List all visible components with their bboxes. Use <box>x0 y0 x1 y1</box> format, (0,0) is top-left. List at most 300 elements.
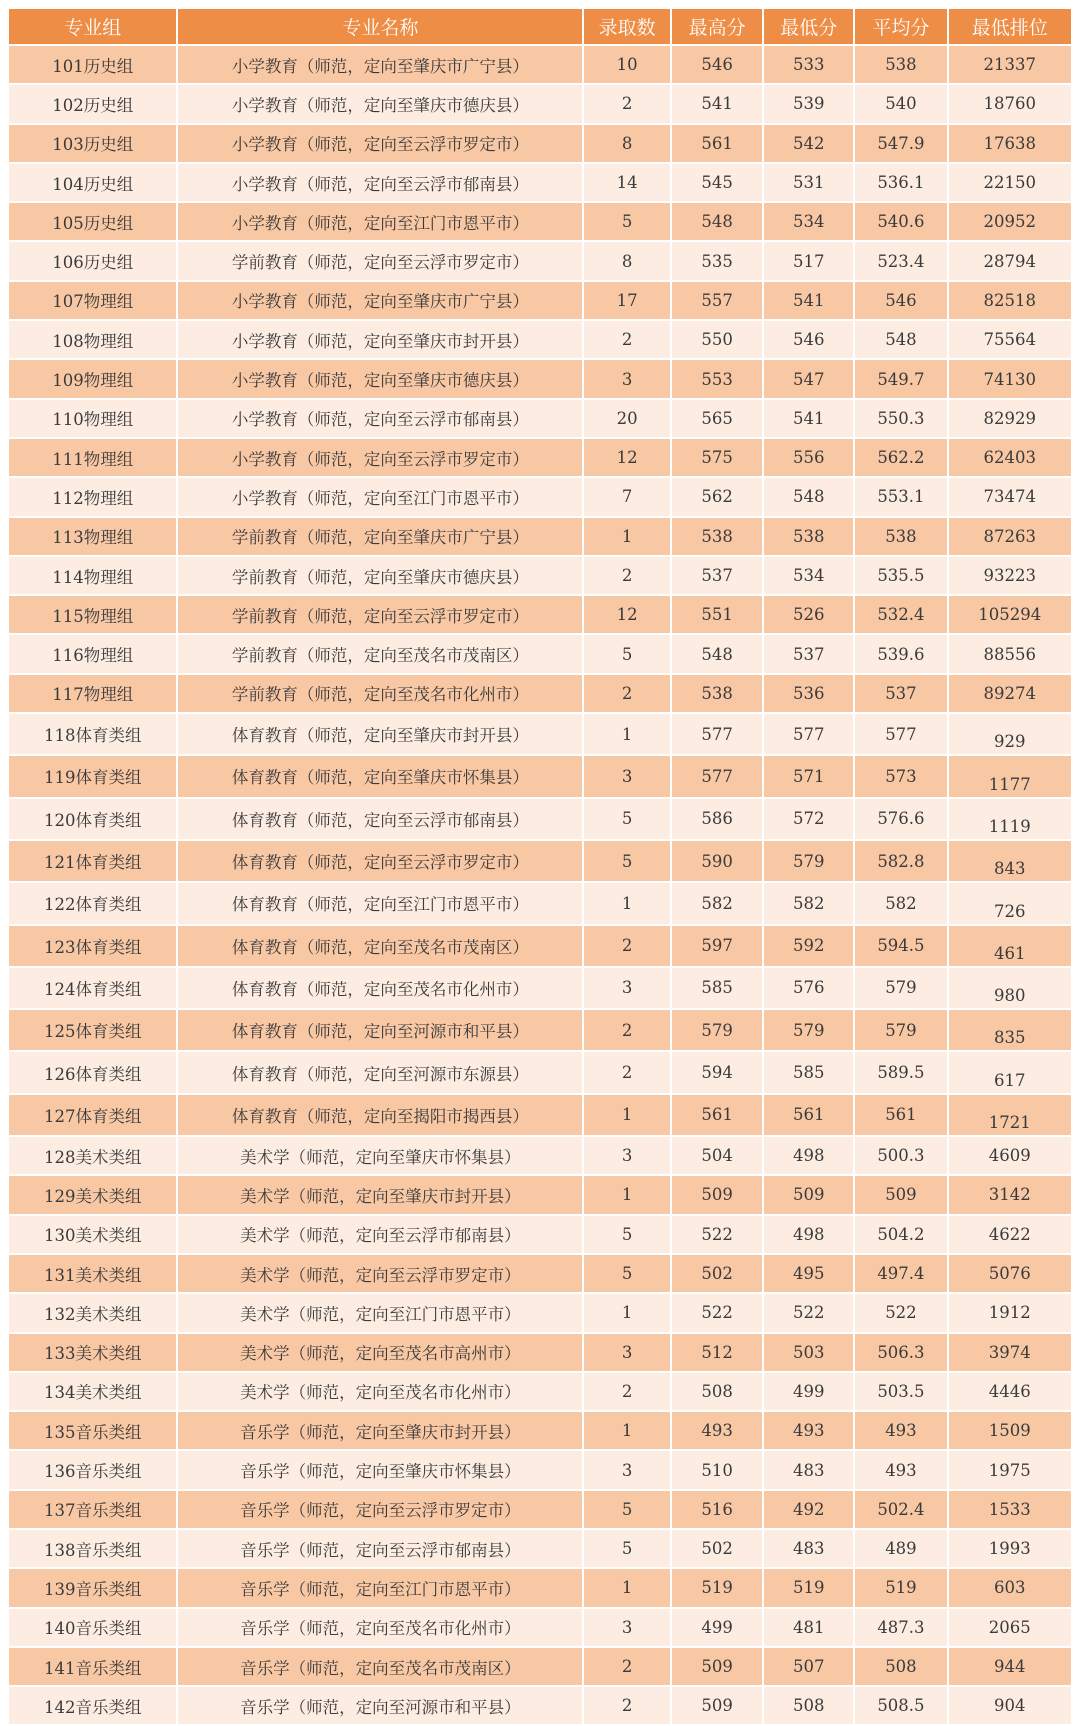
header-admitted: 录取数 <box>584 9 670 44</box>
cell-max-score: 557 <box>672 282 762 319</box>
table-row <box>9 321 1071 358</box>
cell-max-score: 548 <box>672 635 762 672</box>
cell-min-rank: 20952 <box>949 203 1071 240</box>
cell-avg-score: 582.8 <box>855 841 946 881</box>
cell-admitted: 3 <box>584 968 670 1008</box>
cell-admitted: 12 <box>584 439 670 476</box>
cell-min-rank: 21337 <box>949 46 1071 83</box>
cell-major: 音乐学（师范，定向至云浮市郁南县） <box>178 1530 582 1567</box>
cell-major: 美术学（师范，定向至肇庆市怀集县） <box>178 1137 582 1174</box>
cell-min-rank: 82929 <box>949 400 1071 437</box>
cell-group: 125体育类组 <box>9 1010 176 1050</box>
cell-avg-score: 539.6 <box>855 635 946 672</box>
table-row <box>9 1052 1071 1092</box>
cell-admitted: 5 <box>584 1491 670 1528</box>
cell-min-score: 534 <box>764 203 853 240</box>
table-row <box>9 1010 1071 1050</box>
cell-max-score: 577 <box>672 756 762 796</box>
cell-min-rank: 89274 <box>949 675 1071 712</box>
cell-group: 107物理组 <box>9 282 176 319</box>
cell-group: 123体育类组 <box>9 926 176 966</box>
cell-min-score: 522 <box>764 1294 853 1331</box>
cell-min-rank: 73474 <box>949 478 1071 515</box>
cell-major: 学前教育（师范，定向至茂名市化州市） <box>178 675 582 712</box>
cell-min-rank: 4446 <box>949 1373 1071 1410</box>
cell-min-rank: 1912 <box>949 1294 1071 1331</box>
cell-min-score: 585 <box>764 1052 853 1092</box>
cell-major: 美术学（师范，定向至云浮市罗定市） <box>178 1255 582 1292</box>
table-row <box>9 1451 1071 1488</box>
cell-avg-score: 577 <box>855 714 946 754</box>
cell-admitted: 5 <box>584 635 670 672</box>
cell-major: 体育教育（师范，定向至揭阳市揭西县） <box>178 1095 582 1135</box>
cell-max-score: 577 <box>672 714 762 754</box>
cell-min-score: 561 <box>764 1095 853 1135</box>
cell-avg-score: 579 <box>855 968 946 1008</box>
cell-group: 109物理组 <box>9 360 176 397</box>
table-row <box>9 1569 1071 1606</box>
table-row <box>9 1216 1071 1253</box>
table-row <box>9 1176 1071 1213</box>
cell-admitted: 2 <box>584 1648 670 1685</box>
cell-admitted: 2 <box>584 1687 670 1724</box>
cell-min-rank: 62403 <box>949 439 1071 476</box>
cell-avg-score: 493 <box>855 1451 946 1488</box>
cell-min-rank: 22150 <box>949 164 1071 201</box>
cell-group: 105历史组 <box>9 203 176 240</box>
cell-max-score: 509 <box>672 1687 762 1724</box>
cell-avg-score: 532.4 <box>855 596 946 633</box>
cell-group: 128美术类组 <box>9 1137 176 1174</box>
cell-avg-score: 594.5 <box>855 926 946 966</box>
table-row <box>9 518 1071 555</box>
cell-avg-score: 579 <box>855 1010 946 1050</box>
cell-avg-score: 535.5 <box>855 557 946 594</box>
cell-min-rank: 1119 <box>949 799 1071 839</box>
cell-min-score: 534 <box>764 557 853 594</box>
cell-major: 小学教育（师范，定向至云浮市罗定市） <box>178 125 582 162</box>
cell-min-rank: 82518 <box>949 282 1071 319</box>
table-row <box>9 164 1071 201</box>
cell-admitted: 3 <box>584 1451 670 1488</box>
cell-min-rank: 1177 <box>949 756 1071 796</box>
cell-major: 小学教育（师范，定向至肇庆市广宁县） <box>178 46 582 83</box>
cell-max-score: 562 <box>672 478 762 515</box>
cell-min-rank: 843 <box>949 841 1071 881</box>
cell-major: 美术学（师范，定向至江门市恩平市） <box>178 1294 582 1331</box>
cell-min-score: 577 <box>764 714 853 754</box>
cell-avg-score: 537 <box>855 675 946 712</box>
cell-max-score: 545 <box>672 164 762 201</box>
cell-group: 118体育类组 <box>9 714 176 754</box>
header-min-rank: 最低排位 <box>949 9 1071 44</box>
cell-avg-score: 503.5 <box>855 1373 946 1410</box>
cell-min-rank: 1993 <box>949 1530 1071 1567</box>
cell-max-score: 561 <box>672 125 762 162</box>
cell-group: 142音乐类组 <box>9 1687 176 1724</box>
table-row <box>9 400 1071 437</box>
cell-major: 小学教育（师范，定向至江门市恩平市） <box>178 203 582 240</box>
cell-avg-score: 548 <box>855 321 946 358</box>
cell-max-score: 585 <box>672 968 762 1008</box>
table-row <box>9 439 1071 476</box>
cell-major: 学前教育（师范，定向至茂名市茂南区） <box>178 635 582 672</box>
cell-major: 学前教育（师范，定向至云浮市罗定市） <box>178 242 582 279</box>
table-row <box>9 46 1071 83</box>
cell-avg-score: 538 <box>855 518 946 555</box>
cell-avg-score: 550.3 <box>855 400 946 437</box>
table-row <box>9 1255 1071 1292</box>
cell-major: 体育教育（师范，定向至茂名市茂南区） <box>178 926 582 966</box>
cell-major: 学前教育（师范，定向至肇庆市德庆县） <box>178 557 582 594</box>
cell-major: 小学教育（师范，定向至肇庆市德庆县） <box>178 85 582 122</box>
cell-max-score: 579 <box>672 1010 762 1050</box>
cell-group: 139音乐类组 <box>9 1569 176 1606</box>
table-row <box>9 1609 1071 1646</box>
cell-major: 体育教育（师范，定向至云浮市郁南县） <box>178 799 582 839</box>
cell-avg-score: 493 <box>855 1412 946 1449</box>
cell-min-score: 542 <box>764 125 853 162</box>
cell-max-score: 594 <box>672 1052 762 1092</box>
cell-avg-score: 540.6 <box>855 203 946 240</box>
cell-admitted: 2 <box>584 675 670 712</box>
header-min-score: 最低分 <box>764 9 853 44</box>
cell-min-score: 481 <box>764 1609 853 1646</box>
cell-avg-score: 553.1 <box>855 478 946 515</box>
cell-max-score: 504 <box>672 1137 762 1174</box>
cell-min-score: 526 <box>764 596 853 633</box>
cell-admitted: 5 <box>584 203 670 240</box>
cell-avg-score: 489 <box>855 1530 946 1567</box>
cell-min-score: 508 <box>764 1687 853 1724</box>
cell-max-score: 586 <box>672 799 762 839</box>
cell-admitted: 20 <box>584 400 670 437</box>
cell-min-rank: 835 <box>949 1010 1071 1050</box>
cell-min-score: 495 <box>764 1255 853 1292</box>
cell-avg-score: 561 <box>855 1095 946 1135</box>
cell-major: 体育教育（师范，定向至肇庆市封开县） <box>178 714 582 754</box>
cell-max-score: 535 <box>672 242 762 279</box>
cell-min-rank: 87263 <box>949 518 1071 555</box>
cell-admitted: 3 <box>584 1137 670 1174</box>
table-row <box>9 714 1071 754</box>
cell-avg-score: 540 <box>855 85 946 122</box>
cell-admitted: 1 <box>584 1412 670 1449</box>
header-major: 专业名称 <box>178 9 582 44</box>
cell-avg-score: 582 <box>855 883 946 923</box>
cell-group: 134美术类组 <box>9 1373 176 1410</box>
table-row <box>9 85 1071 122</box>
cell-group: 104历史组 <box>9 164 176 201</box>
cell-max-score: 561 <box>672 1095 762 1135</box>
cell-major: 体育教育（师范，定向至肇庆市怀集县） <box>178 756 582 796</box>
cell-min-score: 592 <box>764 926 853 966</box>
cell-min-rank: 3974 <box>949 1334 1071 1371</box>
cell-avg-score: 538 <box>855 46 946 83</box>
cell-max-score: 575 <box>672 439 762 476</box>
cell-min-rank: 3142 <box>949 1176 1071 1213</box>
cell-avg-score: 506.3 <box>855 1334 946 1371</box>
cell-max-score: 522 <box>672 1294 762 1331</box>
cell-max-score: 546 <box>672 46 762 83</box>
cell-group: 115物理组 <box>9 596 176 633</box>
cell-min-score: 538 <box>764 518 853 555</box>
cell-max-score: 565 <box>672 400 762 437</box>
cell-avg-score: 522 <box>855 1294 946 1331</box>
cell-major: 音乐学（师范，定向至河源市和平县） <box>178 1687 582 1724</box>
cell-admitted: 5 <box>584 1530 670 1567</box>
cell-group: 141音乐类组 <box>9 1648 176 1685</box>
table-row <box>9 1294 1071 1331</box>
cell-admitted: 8 <box>584 125 670 162</box>
cell-min-score: 579 <box>764 841 853 881</box>
cell-max-score: 519 <box>672 1569 762 1606</box>
cell-group: 113物理组 <box>9 518 176 555</box>
cell-max-score: 548 <box>672 203 762 240</box>
cell-avg-score: 536.1 <box>855 164 946 201</box>
cell-min-score: 547 <box>764 360 853 397</box>
cell-group: 137音乐类组 <box>9 1491 176 1528</box>
cell-min-rank: 980 <box>949 968 1071 1008</box>
cell-admitted: 8 <box>584 242 670 279</box>
cell-major: 小学教育（师范，定向至肇庆市德庆县） <box>178 360 582 397</box>
cell-min-score: 509 <box>764 1176 853 1213</box>
cell-major: 美术学（师范，定向至肇庆市封开县） <box>178 1176 582 1213</box>
cell-admitted: 7 <box>584 478 670 515</box>
cell-admitted: 1 <box>584 883 670 923</box>
cell-group: 129美术类组 <box>9 1176 176 1213</box>
cell-avg-score: 562.2 <box>855 439 946 476</box>
cell-min-rank: 18760 <box>949 85 1071 122</box>
table-row <box>9 1095 1071 1135</box>
cell-min-score: 579 <box>764 1010 853 1050</box>
cell-min-score: 541 <box>764 400 853 437</box>
cell-max-score: 522 <box>672 1216 762 1253</box>
cell-max-score: 502 <box>672 1255 762 1292</box>
cell-min-rank: 1533 <box>949 1491 1071 1528</box>
cell-group: 136音乐类组 <box>9 1451 176 1488</box>
cell-min-score: 576 <box>764 968 853 1008</box>
table-header-row <box>9 9 1071 44</box>
cell-group: 127体育类组 <box>9 1095 176 1135</box>
cell-avg-score: 589.5 <box>855 1052 946 1092</box>
cell-major: 音乐学（师范，定向至肇庆市封开县） <box>178 1412 582 1449</box>
cell-min-rank: 75564 <box>949 321 1071 358</box>
table-row <box>9 203 1071 240</box>
cell-major: 音乐学（师范，定向至肇庆市怀集县） <box>178 1451 582 1488</box>
cell-avg-score: 500.3 <box>855 1137 946 1174</box>
cell-max-score: 590 <box>672 841 762 881</box>
cell-admitted: 1 <box>584 1176 670 1213</box>
table-row <box>9 675 1071 712</box>
cell-group: 110物理组 <box>9 400 176 437</box>
cell-admitted: 3 <box>584 1609 670 1646</box>
cell-admitted: 17 <box>584 282 670 319</box>
table-row <box>9 756 1071 796</box>
cell-admitted: 10 <box>584 46 670 83</box>
cell-min-rank: 461 <box>949 926 1071 966</box>
cell-major: 体育教育（师范，定向至河源市东源县） <box>178 1052 582 1092</box>
cell-group: 132美术类组 <box>9 1294 176 1331</box>
admission-table-container <box>9 9 1071 1726</box>
cell-group: 124体育类组 <box>9 968 176 1008</box>
cell-major: 小学教育（师范，定向至肇庆市广宁县） <box>178 282 582 319</box>
table-row <box>9 883 1071 923</box>
cell-min-rank: 4609 <box>949 1137 1071 1174</box>
cell-admitted: 1 <box>584 1569 670 1606</box>
cell-avg-score: 502.4 <box>855 1491 946 1528</box>
cell-min-score: 499 <box>764 1373 853 1410</box>
cell-max-score: 582 <box>672 883 762 923</box>
cell-admitted: 5 <box>584 1255 670 1292</box>
cell-group: 103历史组 <box>9 125 176 162</box>
cell-group: 111物理组 <box>9 439 176 476</box>
cell-min-score: 556 <box>764 439 853 476</box>
cell-max-score: 509 <box>672 1176 762 1213</box>
cell-avg-score: 508 <box>855 1648 946 1685</box>
cell-min-score: 571 <box>764 756 853 796</box>
cell-max-score: 597 <box>672 926 762 966</box>
table-row <box>9 1334 1071 1371</box>
table-row <box>9 926 1071 966</box>
table-row <box>9 635 1071 672</box>
cell-min-rank: 93223 <box>949 557 1071 594</box>
cell-admitted: 3 <box>584 756 670 796</box>
cell-min-score: 498 <box>764 1216 853 1253</box>
table-row <box>9 557 1071 594</box>
cell-admitted: 5 <box>584 799 670 839</box>
cell-major: 体育教育（师范，定向至云浮市罗定市） <box>178 841 582 881</box>
cell-admitted: 2 <box>584 1373 670 1410</box>
cell-major: 小学教育（师范，定向至云浮市郁南县） <box>178 400 582 437</box>
cell-min-score: 492 <box>764 1491 853 1528</box>
cell-min-rank: 1721 <box>949 1095 1071 1135</box>
cell-group: 133美术类组 <box>9 1334 176 1371</box>
cell-group: 131美术类组 <box>9 1255 176 1292</box>
cell-group: 126体育类组 <box>9 1052 176 1092</box>
cell-min-score: 533 <box>764 46 853 83</box>
cell-admitted: 1 <box>584 1095 670 1135</box>
cell-min-rank: 944 <box>949 1648 1071 1685</box>
table-row <box>9 799 1071 839</box>
cell-group: 116物理组 <box>9 635 176 672</box>
cell-min-score: 507 <box>764 1648 853 1685</box>
cell-min-rank: 28794 <box>949 242 1071 279</box>
cell-max-score: 553 <box>672 360 762 397</box>
cell-avg-score: 519 <box>855 1569 946 1606</box>
cell-max-score: 510 <box>672 1451 762 1488</box>
cell-max-score: 512 <box>672 1334 762 1371</box>
cell-group: 130美术类组 <box>9 1216 176 1253</box>
table-row <box>9 1373 1071 1410</box>
table-row <box>9 242 1071 279</box>
cell-avg-score: 573 <box>855 756 946 796</box>
cell-admitted: 12 <box>584 596 670 633</box>
table-body <box>9 46 1071 1724</box>
header-group: 专业组 <box>9 9 176 44</box>
cell-max-score: 537 <box>672 557 762 594</box>
cell-admitted: 1 <box>584 518 670 555</box>
table-row <box>9 1530 1071 1567</box>
cell-min-rank: 2065 <box>949 1609 1071 1646</box>
cell-avg-score: 487.3 <box>855 1609 946 1646</box>
cell-group: 121体育类组 <box>9 841 176 881</box>
cell-admitted: 2 <box>584 1010 670 1050</box>
cell-min-rank: 603 <box>949 1569 1071 1606</box>
cell-major: 学前教育（师范，定向至肇庆市广宁县） <box>178 518 582 555</box>
cell-avg-score: 576.6 <box>855 799 946 839</box>
cell-group: 106历史组 <box>9 242 176 279</box>
cell-max-score: 516 <box>672 1491 762 1528</box>
cell-min-rank: 1975 <box>949 1451 1071 1488</box>
cell-max-score: 499 <box>672 1609 762 1646</box>
cell-group: 119体育类组 <box>9 756 176 796</box>
cell-min-score: 546 <box>764 321 853 358</box>
cell-min-rank: 88556 <box>949 635 1071 672</box>
cell-group: 120体育类组 <box>9 799 176 839</box>
cell-max-score: 538 <box>672 518 762 555</box>
cell-min-rank: 105294 <box>949 596 1071 633</box>
cell-min-score: 483 <box>764 1451 853 1488</box>
cell-major: 美术学（师范，定向至茂名市高州市） <box>178 1334 582 1371</box>
cell-avg-score: 547.9 <box>855 125 946 162</box>
cell-avg-score: 523.4 <box>855 242 946 279</box>
cell-max-score: 493 <box>672 1412 762 1449</box>
table-row <box>9 1491 1071 1528</box>
cell-group: 138音乐类组 <box>9 1530 176 1567</box>
cell-min-rank: 929 <box>949 714 1071 754</box>
cell-min-score: 498 <box>764 1137 853 1174</box>
cell-group: 108物理组 <box>9 321 176 358</box>
cell-min-score: 503 <box>764 1334 853 1371</box>
cell-major: 小学教育（师范，定向至云浮市罗定市） <box>178 439 582 476</box>
cell-min-score: 519 <box>764 1569 853 1606</box>
cell-group: 135音乐类组 <box>9 1412 176 1449</box>
cell-min-score: 541 <box>764 282 853 319</box>
cell-major: 音乐学（师范，定向至云浮市罗定市） <box>178 1491 582 1528</box>
cell-max-score: 509 <box>672 1648 762 1685</box>
cell-major: 学前教育（师范，定向至云浮市罗定市） <box>178 596 582 633</box>
cell-min-score: 536 <box>764 675 853 712</box>
table-row <box>9 282 1071 319</box>
table-row <box>9 596 1071 633</box>
cell-max-score: 502 <box>672 1530 762 1567</box>
table-row <box>9 968 1071 1008</box>
table-row <box>9 1137 1071 1174</box>
cell-group: 117物理组 <box>9 675 176 712</box>
cell-major: 音乐学（师范，定向至茂名市化州市） <box>178 1609 582 1646</box>
cell-major: 体育教育（师范，定向至茂名市化州市） <box>178 968 582 1008</box>
cell-admitted: 5 <box>584 1216 670 1253</box>
cell-admitted: 3 <box>584 1334 670 1371</box>
cell-min-score: 483 <box>764 1530 853 1567</box>
cell-major: 小学教育（师范，定向至肇庆市封开县） <box>178 321 582 358</box>
cell-avg-score: 509 <box>855 1176 946 1213</box>
cell-min-score: 539 <box>764 85 853 122</box>
cell-min-rank: 74130 <box>949 360 1071 397</box>
cell-major: 美术学（师范，定向至云浮市郁南县） <box>178 1216 582 1253</box>
cell-min-score: 548 <box>764 478 853 515</box>
cell-max-score: 541 <box>672 85 762 122</box>
cell-admitted: 1 <box>584 1294 670 1331</box>
cell-admitted: 3 <box>584 360 670 397</box>
table-row <box>9 478 1071 515</box>
cell-avg-score: 549.7 <box>855 360 946 397</box>
table-row <box>9 360 1071 397</box>
cell-admitted: 2 <box>584 85 670 122</box>
cell-group: 112物理组 <box>9 478 176 515</box>
cell-group: 102历史组 <box>9 85 176 122</box>
